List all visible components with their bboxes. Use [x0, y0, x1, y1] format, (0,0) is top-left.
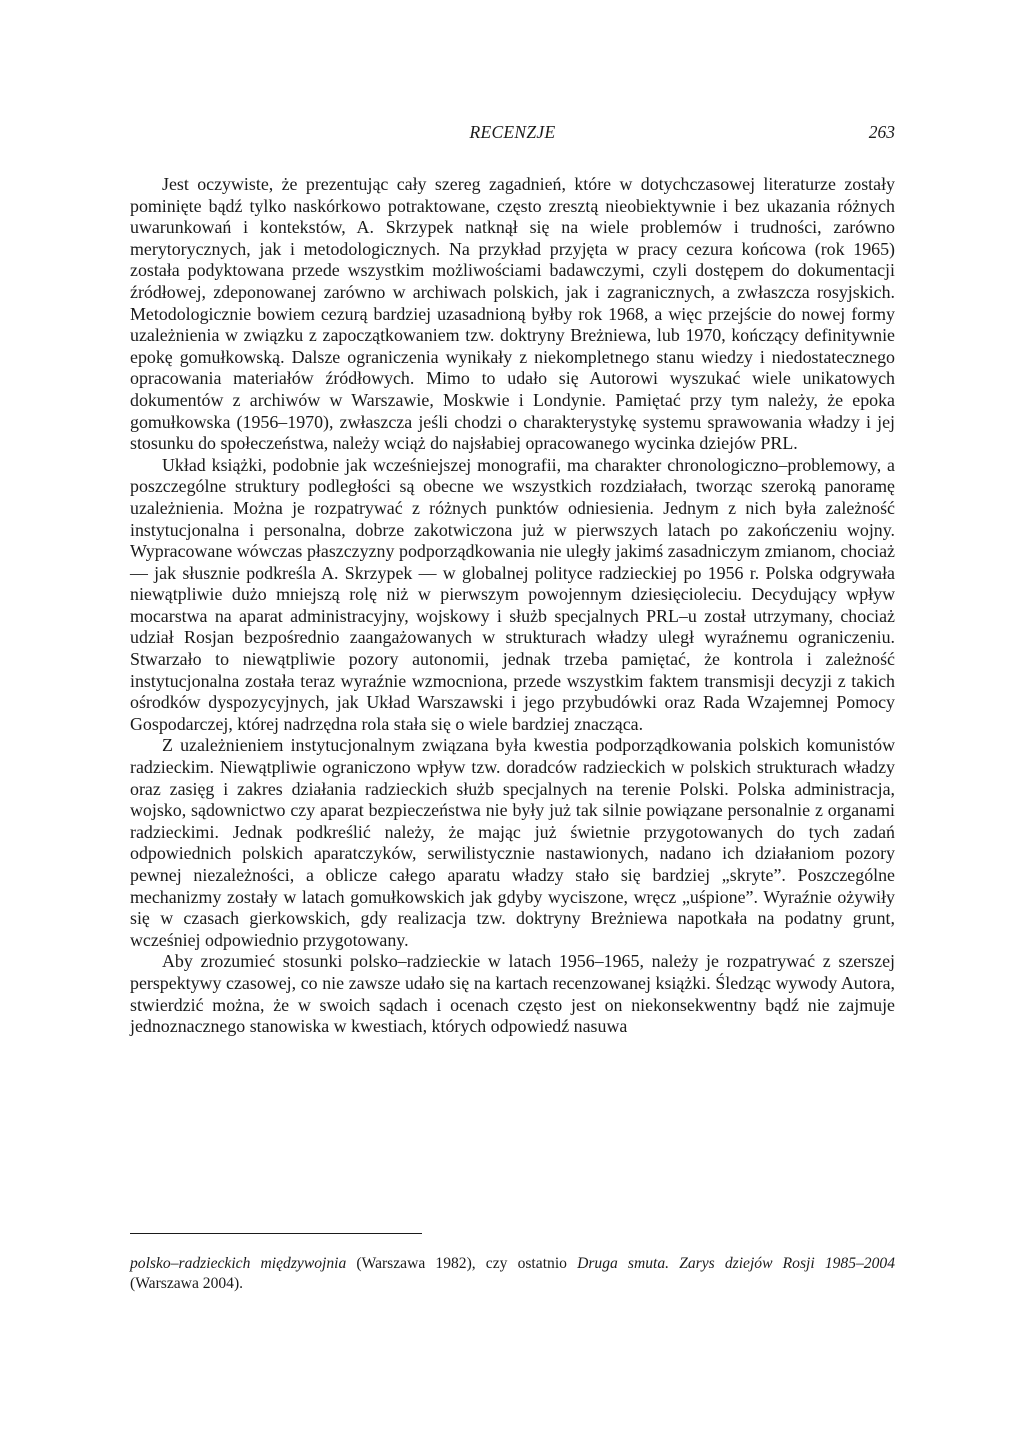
paragraph-3: Z uzależnieniem instytucjonalnym związana była kwestia podporządkowania polskich komunistów radzieckim. Niewątpliwie ograniczono wpływ tzw. doradców radzieckich w polskich strukturach władzy oraz zasięg i zakres działania radzieckich służb specjalnych na terenie Polski. Polska administracja, wojsko, sądownictwo czy aparat bezpieczeństwa nie były już tak silnie powiązane personalnie z organami radzieckimi. Jednak podkreślić należy, że mając już świetnie przygotowanych do tych zadań odpowiednich polskich aparatczyków, serwilistycznie nastawionych, nadano ich działaniom pozory pewnej niezależności, a oblicze całego aparatu władzy stało się bardziej „skryte”. Poszczególne mechanizmy zostały w latach gomułkowskich jak gdyby wyciszone, wręcz „uśpione”. Wyraźnie ożywiły się w czasach gierkowskich, gdy realizacja tzw. doktryny Breżniewa napotkała na podatny grunt, wcześniej odpowiednio przygotowany.	[130, 735, 895, 950]
running-title: RECENZJE	[469, 122, 556, 142]
footnote-title-2: Druga smuta. Zarys dziejów Rosji 1985–2004	[577, 1255, 895, 1272]
paragraph-2: Układ książki, podobnie jak wcześniejszej monografii, ma charakter chronologiczno–problemowy, a poszczególne struktury podległości są obecne we wszystkich rozdziałach, tworząc szeroką panoramę uzależnienia. Można je rozpatrywać z różnych punktów odniesienia. Jednym z nich była zależność instytucjonalna i personalna, dobrze zakotwiczona już w pierwszych latach po zakończeniu wojny. Wypracowane wówczas płaszczyzny podporządkowania nie uległy jakimś zasadniczym zmianom, chociaż — jak słusznie podkreśla A. Skrzypek — w globalnej polityce radzieckiej po 1956 r. Polska odgrywała niewątpliwie dużo mniejszą rolę niż w pierwszym powojennym dziesięcioleciu. Decydujący wpływ mocarstwa na aparat administracyjny, wojskowy i służb specjalnych PRL–u został utrzymany, chociaż udział Rosjan bezpośrednio zaangażowanych w strukturach władzy uległ wyraźnemu ograniczeniu. Stwarzało to niewątpliwie pozory autonomii, jednak trzeba pamiętać, że kontrola i zależność instytucjonalna została teraz wyraźnie wzmocniona, przede wszystkim faktem transmisji decyzji z takich ośrodków dyspozycyjnych, jak Układ Warszawski i jego przybudówki oraz Rada Wzajemnej Pomocy Gospodarczej, której nadrzędna rola stała się o wiele bardziej znacząca.	[130, 454, 895, 734]
body-text	[130, 174, 895, 1038]
page-number: 263	[868, 122, 895, 142]
document-page	[130, 0, 895, 1455]
footnote	[130, 1254, 895, 1294]
paragraph-1: Jest oczywiste, że prezentując cały szereg zagadnień, które w dotychczasowej literaturze zostały pominięte bądź tylko naskórkowo potraktowane, często zresztą nieobiektywnie i bez ukazania różnych uwarunkowań i kontekstów, A. Skrzypek natknął się na wiele problemów i trudności, zarówno merytorycznych, jak i metodologicznych. Na przykład przyjęta w pracy cezura końcowa (rok 1965) została podyktowana przede wszystkim możliwościami badawczymi, czyli dostępem do dokumentacji źródłowej, zdeponowanej zarówno w archiwach polskich, jak i zagranicznych, a zwłaszcza rosyjskich. Metodologicznie bowiem cezurą bardziej uzasadnioną byłby rok 1968, a więc przejście do nowej formy uzależnienia w związku z zapoczątkowaniem tzw. doktryny Breżniewa, lub 1970, kończący definitywnie epokę gomułkowską. Dalsze ograniczenia wynikały z niekompletnego stanu wiedzy i niedostatecznego opracowania materiałów źródłowych. Mimo to udało się Autorowi wyszukać wiele unikatowych dokumentów z archiwów w Warszawie, Moskwie i Londynie. Pamiętać przy tym należy, że epoka gomułkowska (1956–1970), zwłaszcza jeśli chodzi o charakterystykę systemu sprawowania władzy i jej stosunku do społeczeństwa, należy wciąż do najsłabiej opracowanego wycinka dziejów PRL.	[130, 174, 895, 454]
running-header	[130, 122, 895, 146]
footnote-text-1: (Warszawa 1982), czy ostatnio	[346, 1255, 578, 1272]
paragraph-4: Aby zrozumieć stosunki polsko–radzieckie w latach 1956–1965, należy je rozpatrywać z szerszej perspektywy czasowej, co nie zawsze udało się na kartach recenzowanej książki. Śledząc wywody Autora, stwierdzić można, że w swoich sądach i ocenach często jest on niekonsekwentny bądź nie zajmuje jednoznacznego stanowiska w kwestiach, których odpowiedź nasuwa	[130, 951, 895, 1037]
footnote-text-2: (Warszawa 2004).	[130, 1275, 244, 1292]
footnote-title-1: polsko–radzieckich międzywojnia	[130, 1255, 347, 1272]
footnote-separator	[130, 1233, 422, 1234]
